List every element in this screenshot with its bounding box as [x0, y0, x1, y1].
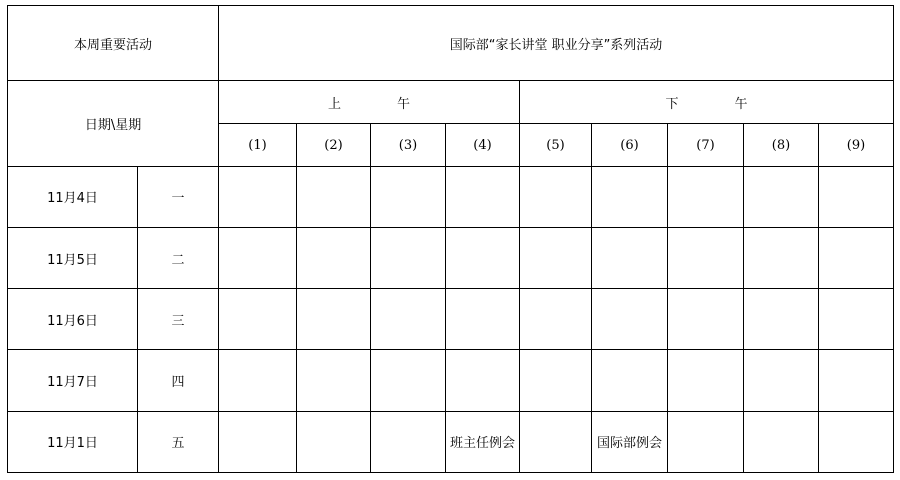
schedule-cell [744, 166, 819, 227]
weekday-cell: 二 [138, 227, 219, 288]
date-cell: 11月7日 [8, 350, 138, 411]
schedule-cell [592, 350, 668, 411]
schedule-cell [819, 350, 894, 411]
weekday-cell: 五 [138, 411, 219, 472]
schedule-cell [520, 350, 592, 411]
schedule-row [8, 166, 894, 227]
schedule-cell [219, 411, 297, 472]
schedule-row [8, 411, 894, 472]
afternoon-header [520, 81, 894, 124]
schedule-cell [520, 289, 592, 350]
period-header: (2) [297, 124, 371, 166]
schedule-cell [219, 227, 297, 288]
schedule-cell [520, 227, 592, 288]
schedule-body [8, 166, 894, 472]
weekday-cell: 三 [138, 289, 219, 350]
schedule-cell [668, 227, 744, 288]
schedule-cell [219, 350, 297, 411]
schedule-cell [446, 166, 520, 227]
period-header: (5) [520, 124, 592, 166]
schedule-cell [668, 411, 744, 472]
schedule-cell [744, 289, 819, 350]
schedule-cell [592, 166, 668, 227]
morning-char-1: 上 [328, 96, 342, 112]
schedule-cell [744, 227, 819, 288]
period-header: (8) [744, 124, 819, 166]
period-header: (3) [371, 124, 446, 166]
period-header: (6) [592, 124, 668, 166]
date-cell: 11月1日 [8, 411, 138, 472]
schedule-cell [297, 166, 371, 227]
schedule-cell [592, 289, 668, 350]
afternoon-char-2: 午 [734, 96, 748, 112]
morning-char-2: 午 [397, 96, 411, 112]
afternoon-char-1: 下 [665, 96, 679, 112]
schedule-cell [520, 411, 592, 472]
schedule-cell [297, 289, 371, 350]
date-cell: 11月4日 [8, 166, 138, 227]
schedule-cell [819, 166, 894, 227]
schedule-cell [744, 411, 819, 472]
date-weekday-label: 日期\星期 [8, 81, 219, 166]
schedule-cell [819, 411, 894, 472]
schedule-cell [297, 411, 371, 472]
schedule-row [8, 227, 894, 288]
schedule-cell [371, 411, 446, 472]
schedule-cell [668, 166, 744, 227]
schedule-cell [446, 350, 520, 411]
morning-header [219, 81, 520, 124]
period-header: (1) [219, 124, 297, 166]
weekly-activity-label: 本周重要活动 [8, 6, 219, 81]
schedule-cell [446, 289, 520, 350]
schedule-cell [371, 166, 446, 227]
schedule-cell [371, 350, 446, 411]
weekday-cell: 四 [138, 350, 219, 411]
schedule-row [8, 289, 894, 350]
period-header: (4) [446, 124, 520, 166]
schedule-cell [744, 350, 819, 411]
schedule-cell [668, 350, 744, 411]
schedule-cell [297, 227, 371, 288]
weekday-cell: 一 [138, 166, 219, 227]
schedule-cell [819, 227, 894, 288]
weekly-activity-event: 国际部“家长讲堂 职业分享”系列活动 [219, 6, 894, 81]
header-row [8, 6, 894, 81]
schedule-cell: 班主任例会 [446, 411, 520, 472]
schedule-cell [371, 289, 446, 350]
schedule-cell [446, 227, 520, 288]
schedule-cell: 国际部例会 [592, 411, 668, 472]
period-header: (9) [819, 124, 894, 166]
date-cell: 11月6日 [8, 289, 138, 350]
period-header: (7) [668, 124, 744, 166]
schedule-cell [219, 166, 297, 227]
schedule-cell [219, 289, 297, 350]
schedule-cell [819, 289, 894, 350]
date-cell: 11月5日 [8, 227, 138, 288]
schedule-cell [371, 227, 446, 288]
schedule-cell [297, 350, 371, 411]
schedule-cell [520, 166, 592, 227]
weekly-schedule-table [7, 5, 894, 473]
schedule-cell [668, 289, 744, 350]
schedule-cell [592, 227, 668, 288]
schedule-row [8, 350, 894, 411]
half-day-row [8, 81, 894, 124]
